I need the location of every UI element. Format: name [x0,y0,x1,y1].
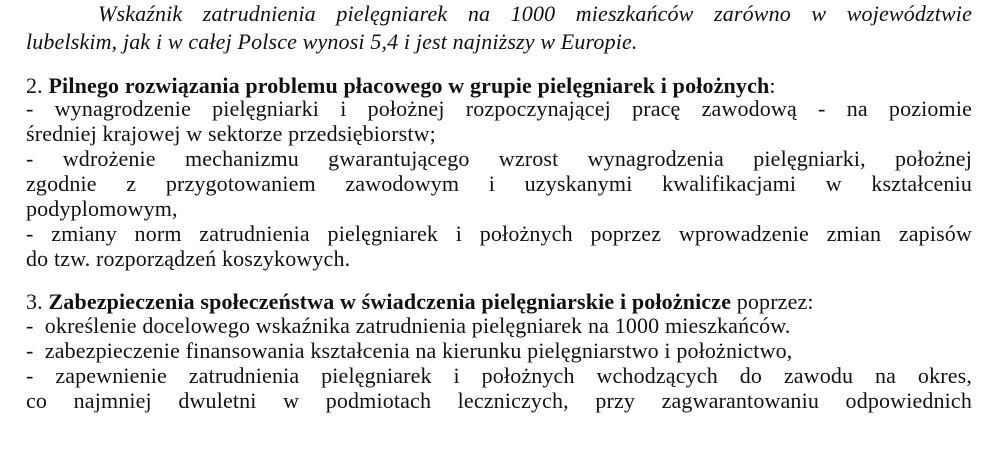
section-3-line-2: - zabezpieczenie finansowania kształcenia na kierunku pielęgniarstwo i położnictwo, [26,338,793,363]
section-2-heading-text: Pilnego rozwiązania problemu płacowego w grupie pielęgniarek i położnych [48,73,770,98]
section-3-line-1: - określenie docelowego wskaźnika zatrudnienia pielęgniarek na 1000 mieszkańców. [26,313,791,338]
section-3-number: 3. [26,289,43,314]
section-3-heading-text: Zabezpieczenia społeczeństwa w świadczenia pielęgniarskie i położnicze [48,289,732,314]
section-2-number: 2. [26,73,43,98]
section-2-line-5: podyplomowym, [26,196,178,221]
section-3-heading-suffix: poprzez: [731,289,814,314]
section-3-heading [26,290,972,314]
section-2-line-6: - zmiany norm zatrudnienia pielęgniarek i położnych poprzez wprowadzenie zmian zapisów [26,221,972,246]
intro-line-2: lubelskim, jak i w całej Polsce wynosi 5,4 i jest najniższy w Europie. [26,29,638,54]
section-2-line-4: zgodnie z przygotowaniem zawodowym i uzyskanymi kwalifikacjami w kształceniu [26,171,972,196]
section-2-line-2: średniej krajowej w sektorze przedsiębiorstw; [26,121,436,146]
section-2-heading [26,74,972,98]
section-2-heading-suffix: : [769,73,776,98]
section-2-line-3: - wdrożenie mechanizmu gwarantującego wzrost wynagrodzenia pielęgniarki, położnej [26,146,972,171]
section-3-line-4: co najmniej dwuletni w podmiotach leczniczych, przy zagwarantowaniu odpowiednich [26,388,972,413]
section-2-line-7: do tzw. rozporządzeń koszykowych. [26,246,351,271]
section-3-line-3: - zapewnienie zatrudnienia pielęgniarek i położnych wchodzących do zawodu na okres, [26,363,972,388]
section-2-line-1: - wynagrodzenie pielęgniarki i położnej rozpoczynającej pracę zawodową - na poziomie [26,96,972,121]
intro-line-1: Wskaźnik zatrudnienia pielęgniarek na 1000 mieszkańców zarówno w województwie [98,1,972,26]
